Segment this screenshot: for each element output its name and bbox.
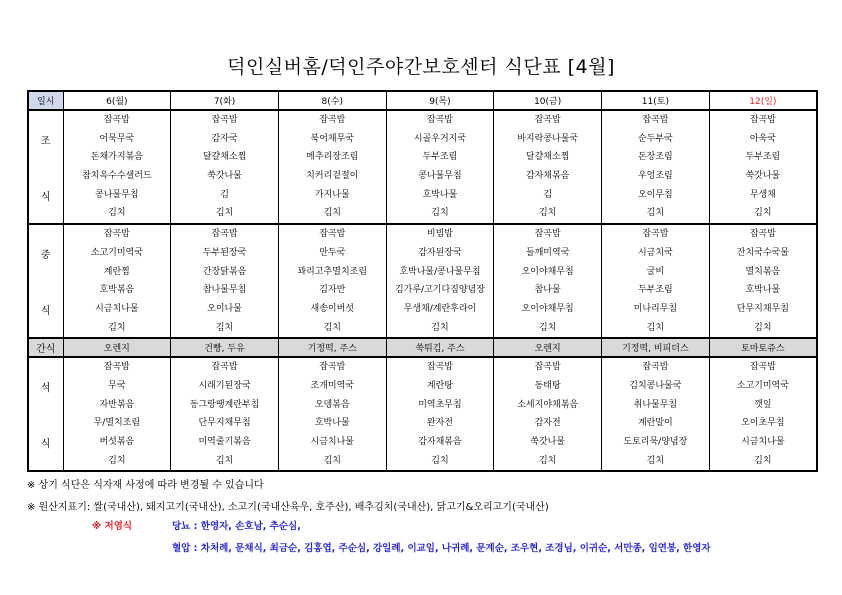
page-title: 덕인실버홈/덕인주야간보호센터 식단표 [4월] (227, 56, 615, 78)
menu-item: 콩나물무침 (95, 189, 139, 200)
menu-item: 아욱국 (749, 133, 776, 144)
menu-item: 감자채볶음 (525, 171, 570, 182)
meal-cell (709, 357, 817, 471)
meal-cell (63, 357, 171, 471)
menu-item: 참치옥수수샐러드 (82, 171, 152, 182)
menu-item: 미역초무침 (418, 399, 462, 410)
menu-item: 김치 (431, 208, 449, 219)
dinner-label: 석 식 (40, 382, 51, 450)
menu-item: 잡곡밥 (103, 229, 130, 240)
menu-item: 김치 (108, 455, 126, 466)
menu-item: 잡곡밥 (319, 362, 346, 373)
header-day: 10(금) (494, 91, 602, 110)
menu-item: 잡곡밥 (426, 115, 453, 125)
menu-item: 시골우거지국 (413, 133, 467, 144)
snack-cell: 오렌지 (63, 338, 171, 357)
low-salt-heading: ※ 저염식 (92, 521, 133, 532)
menu-item: 돈장조림 (637, 152, 673, 163)
breakfast-row (28, 110, 817, 224)
menu-item: 김치 (646, 455, 665, 466)
meal-cell (494, 357, 602, 471)
menu-item: 계란탕 (426, 380, 453, 391)
menu-item: 동태탕 (534, 380, 561, 391)
menu-item: 김 (220, 189, 229, 200)
menu-item: 깻잎 (754, 399, 772, 410)
menu-item: 호박나물/콩나물무침 (399, 266, 481, 277)
menu-item: 잡곡밥 (211, 115, 238, 125)
menu-item: 취나물무침 (633, 399, 678, 410)
menu-item: 북어채무국 (310, 133, 354, 144)
meal-cell (63, 224, 171, 338)
menu-item: 쑥갓나물 (530, 437, 566, 447)
menu-item: 바지락콩나물국 (517, 133, 579, 144)
lunch-row (28, 224, 817, 338)
menu-item: 완자전 (426, 418, 453, 429)
menu-item: 잡곡밥 (426, 362, 453, 373)
menu-item: 김치 (323, 322, 341, 333)
meal-cell (386, 357, 494, 471)
snack-cell: 기정떡, 주스 (278, 338, 386, 357)
menu-item: 자반볶음 (99, 399, 135, 410)
note-origin: ※ 원산지표기: 쌀(국내산), 돼지고기(국내산), 소고기(국내산육우, 호주산), 배추김치(국내산), 닭고기&오리고기(국내산) (27, 502, 549, 513)
menu-item: 단무지채무침 (736, 303, 789, 314)
menu-item: 무국 (108, 380, 126, 391)
menu-item: 김치 (754, 208, 772, 219)
menu-item: 호박나물 (314, 418, 350, 429)
menu-item: 잡곡밥 (749, 362, 776, 373)
menu-item: 무생채/계란후라이 (403, 303, 477, 314)
header-day: 6(월) (63, 91, 171, 110)
menu-item: 무생채 (749, 189, 776, 200)
menu-item: 순두부국 (637, 133, 673, 144)
header-date-label: 일시 (28, 91, 63, 110)
menu-item: 어묵무국 (99, 133, 135, 144)
snack-cell: 쑥튀김, 주스 (386, 338, 494, 357)
menu-item: 잡곡밥 (749, 115, 776, 125)
menu-item: 오이초무침 (741, 418, 785, 429)
meal-cell (602, 224, 710, 338)
menu-item: 소고기미역국 (90, 247, 143, 258)
header-row (28, 91, 817, 110)
menu-item: 김치콩나물국 (629, 380, 682, 391)
menu-item: 무/멸치조림 (93, 418, 141, 429)
menu-item: 잡곡밥 (534, 362, 561, 373)
menu-item: 달걀채소찜 (525, 152, 570, 163)
menu-item: 동그랑땡계란부침 (189, 399, 260, 410)
menu-item: 들깨미역국 (525, 247, 570, 258)
menu-item: 우엉조림 (637, 171, 673, 182)
snack-row (28, 338, 817, 357)
menu-item: 소세지야채볶음 (517, 399, 579, 410)
menu-item: 잡곡밥 (642, 115, 669, 125)
snack-cell: 건빵, 두유 (171, 338, 279, 357)
menu-item: 미역줄기볶음 (198, 437, 251, 447)
menu-item: 버섯볶음 (99, 437, 135, 447)
meal-cell (386, 110, 494, 224)
menu-item: 달걀채소찜 (202, 152, 247, 163)
header-day-sunday: 12(일) (709, 91, 817, 110)
menu-table (27, 90, 818, 472)
menu-item: 감자전 (534, 418, 561, 429)
menu-item: 잡곡밥 (211, 362, 238, 373)
menu-item: 잡곡밥 (103, 115, 130, 125)
menu-item: 김치 (108, 208, 126, 219)
menu-item: 호박볶음 (99, 285, 135, 296)
menu-item: 김치 (108, 322, 126, 333)
meal-cell (278, 224, 386, 338)
menu-item: 도토리묵/양념장 (623, 437, 688, 447)
menu-item: 잡곡밥 (211, 229, 238, 240)
meal-cell (63, 110, 171, 224)
meal-cell (171, 224, 279, 338)
menu-item: 참나물무침 (202, 285, 247, 296)
menu-item: 굴비 (646, 266, 665, 277)
menu-item: 호박나물 (745, 285, 781, 296)
menu-item: 간장닭볶음 (202, 266, 247, 277)
menu-item: 김치 (646, 322, 665, 333)
menu-item: 김치 (431, 455, 449, 466)
menu-item: 미나리무침 (633, 303, 678, 314)
blood-pressure-list: 혈압 : 차처례, 문채식, 최금순, 김홍엽, 주순심, 강일례, 이교임, 나귀례, 문계순, 조우현, 조경님, 이귀순, 서만종, 임연봉, 한영자 (172, 543, 711, 554)
menu-item: 비빔밥 (426, 229, 453, 240)
menu-item: 치커리겉절이 (306, 171, 359, 182)
menu-item: 호박나물 (422, 189, 458, 200)
menu-item: 김치 (754, 455, 772, 466)
menu-item: 감자국 (211, 133, 238, 144)
meal-cell (602, 110, 710, 224)
menu-item: 시금치나물 (741, 437, 785, 447)
meal-cell (278, 110, 386, 224)
breakfast-label: 조 식 (40, 135, 51, 203)
menu-item: 김치 (215, 322, 234, 333)
menu-item: 김치 (431, 322, 449, 333)
header-day: 9(목) (386, 91, 494, 110)
menu-item: 오이야채무침 (521, 266, 574, 277)
menu-item: 오이야채무침 (521, 303, 574, 314)
menu-item: 오이무침 (637, 189, 673, 200)
menu-item: 두부조림 (422, 152, 458, 163)
menu-item: 두부조림 (745, 152, 781, 163)
snack-label: 간식 (28, 338, 63, 357)
menu-item: 잔치국수국물 (736, 247, 789, 258)
snack-cell: 토마토쥬스 (709, 338, 817, 357)
menu-item: 시래기된장국 (198, 380, 251, 391)
meal-cell (278, 357, 386, 471)
meal-cell (386, 224, 494, 338)
meal-cell (709, 110, 817, 224)
menu-item: 쑥갓나물 (745, 171, 781, 182)
dinner-row (28, 357, 817, 471)
menu-item: 만두국 (319, 247, 346, 258)
menu-item: 메추리장조림 (306, 152, 359, 163)
menu-item: 쑥갓나물 (207, 171, 242, 182)
lunch-label: 중 식 (28, 224, 63, 338)
menu-item: 계란찜 (103, 266, 130, 277)
menu-item: 잡곡밥 (319, 115, 346, 125)
menu-item: 김가루/고기다짐양념장 (394, 285, 485, 296)
header-day: 7(화) (171, 91, 279, 110)
menu-item: 콩나물무침 (418, 171, 462, 182)
meal-cell (171, 357, 279, 471)
menu-item: 김치 (215, 455, 234, 466)
meal-cell (494, 110, 602, 224)
menu-item: 두부조림 (637, 285, 673, 296)
menu-item: 시금치나물 (310, 437, 354, 447)
menu-item: 김치 (646, 208, 665, 219)
menu-item: 잡곡밥 (642, 229, 669, 240)
menu-item: 김치 (538, 455, 557, 466)
menu-item: 잡곡밥 (534, 115, 561, 125)
menu-item: 멸치볶음 (745, 266, 781, 277)
menu-item: 잡곡밥 (534, 229, 561, 240)
menu-item: 감자된장국 (418, 247, 462, 258)
meal-cell (494, 224, 602, 338)
menu-item: 오이나물 (207, 303, 242, 314)
menu-item: 김 (543, 189, 553, 200)
menu-item: 김치 (538, 322, 557, 333)
menu-item: 김치 (538, 208, 557, 219)
menu-item: 계란말이 (637, 418, 673, 429)
note-change: ※ 상기 식단은 식자재 사정에 따라 변경될 수 있습니다 (27, 480, 264, 491)
menu-item: 단무지채무침 (198, 418, 251, 429)
menu-item: 김치 (323, 208, 341, 219)
menu-item: 시금치나물 (95, 303, 139, 314)
menu-item: 김치 (215, 208, 234, 219)
menu-item: 잡곡밥 (749, 229, 776, 240)
menu-item: 잡곡밥 (103, 362, 130, 373)
menu-item: 새송이버섯 (310, 303, 354, 314)
menu-item: 잡곡밥 (319, 229, 346, 240)
menu-item: 가지나물 (314, 189, 350, 200)
menu-item: 꽈리고추멸치조림 (297, 266, 368, 277)
meal-cell (602, 357, 710, 471)
snack-cell: 기정떡, 비피더스 (602, 338, 710, 357)
menu-item: 두부된장국 (202, 247, 247, 258)
header-day: 8(수) (278, 91, 386, 110)
menu-item: 김자반 (319, 285, 346, 296)
diabetes-list: 당뇨 : 한영자, 손호남, 추순심, (172, 521, 301, 532)
meal-cell (171, 110, 279, 224)
menu-item: 조개미역국 (310, 380, 354, 391)
menu-item: 오뎅볶음 (314, 399, 350, 410)
menu-item: 시금치국 (637, 247, 673, 258)
meal-cell (709, 224, 817, 338)
menu-item: 감자채볶음 (418, 437, 462, 447)
menu-item: 김치 (323, 455, 341, 466)
menu-item: 참나물 (534, 285, 561, 296)
menu-item: 잡곡밥 (642, 362, 669, 373)
snack-cell: 오렌지 (494, 338, 602, 357)
menu-item: 김치 (754, 322, 772, 333)
menu-item: 소고기미역국 (736, 380, 789, 391)
menu-item: 돈채가지볶음 (90, 152, 143, 163)
header-day: 11(토) (602, 91, 710, 110)
